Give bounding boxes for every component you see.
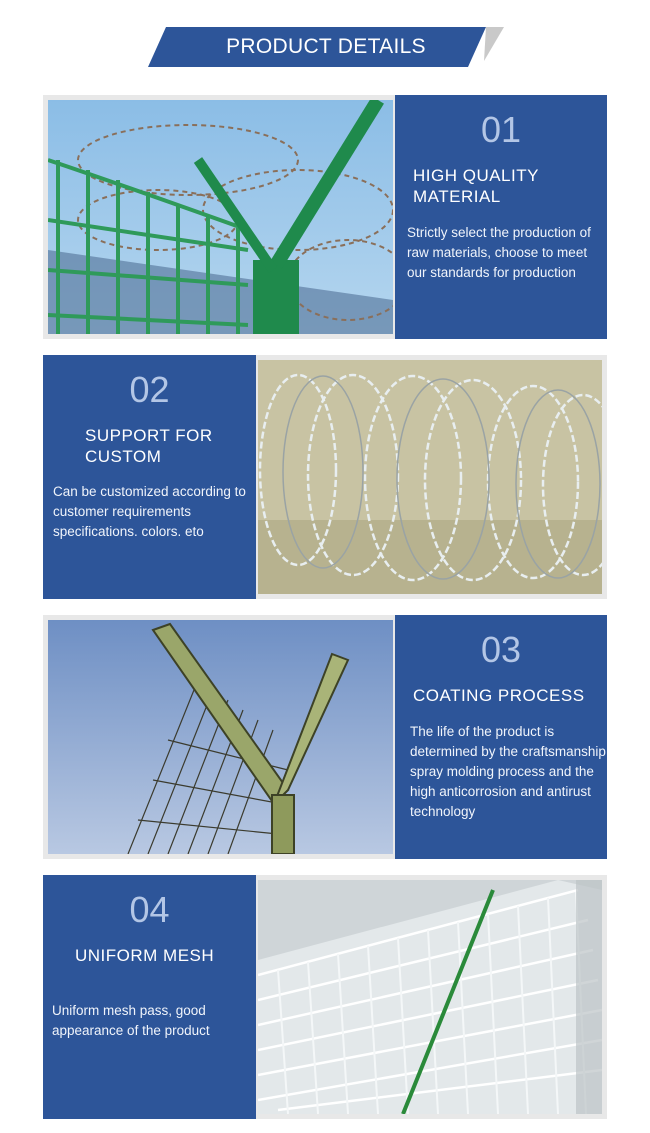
section-number: 03 [480,629,522,670]
info-panel-04 [43,875,256,1119]
section-description: Uniform mesh pass, good appearance of the product [52,1003,210,1038]
section-coating-process [43,615,607,859]
section-support-for-custom [43,355,607,599]
concertina-wire-photo [258,360,602,594]
info-panel-01 [395,95,607,339]
mesh-panels-photo [258,880,602,1114]
section-description: Strictly select the production of raw materials, choose to meet our standards for production [407,225,591,280]
razor-wire-fence-photo [48,100,393,334]
y-post-fence-photo [48,620,393,854]
info-panel-03 [395,615,607,859]
section-heading: UNIFORM MESH [75,946,215,965]
section-number: 02 [129,369,170,410]
section-description: The life of the product is determined by the craftsmanship spray molding process and the high anticorrosion and antirust technology [410,724,606,819]
banner-title: PRODUCT DETAILS [226,35,426,58]
section-heading: COATING PROCESS [413,686,585,705]
info-panel-02 [43,355,256,599]
section-heading: HIGH QUALITY MATERIAL [413,166,539,206]
section-number: 04 [129,889,170,930]
section-heading: SUPPORT FOR CUSTOM [85,426,213,466]
section-uniform-mesh [43,875,607,1119]
section-number: 01 [480,109,522,150]
section-description: Can be customized according to customer requirements specifications. colors. eto [53,484,246,539]
section-high-quality-material [43,95,607,339]
product-details-banner [148,27,504,67]
